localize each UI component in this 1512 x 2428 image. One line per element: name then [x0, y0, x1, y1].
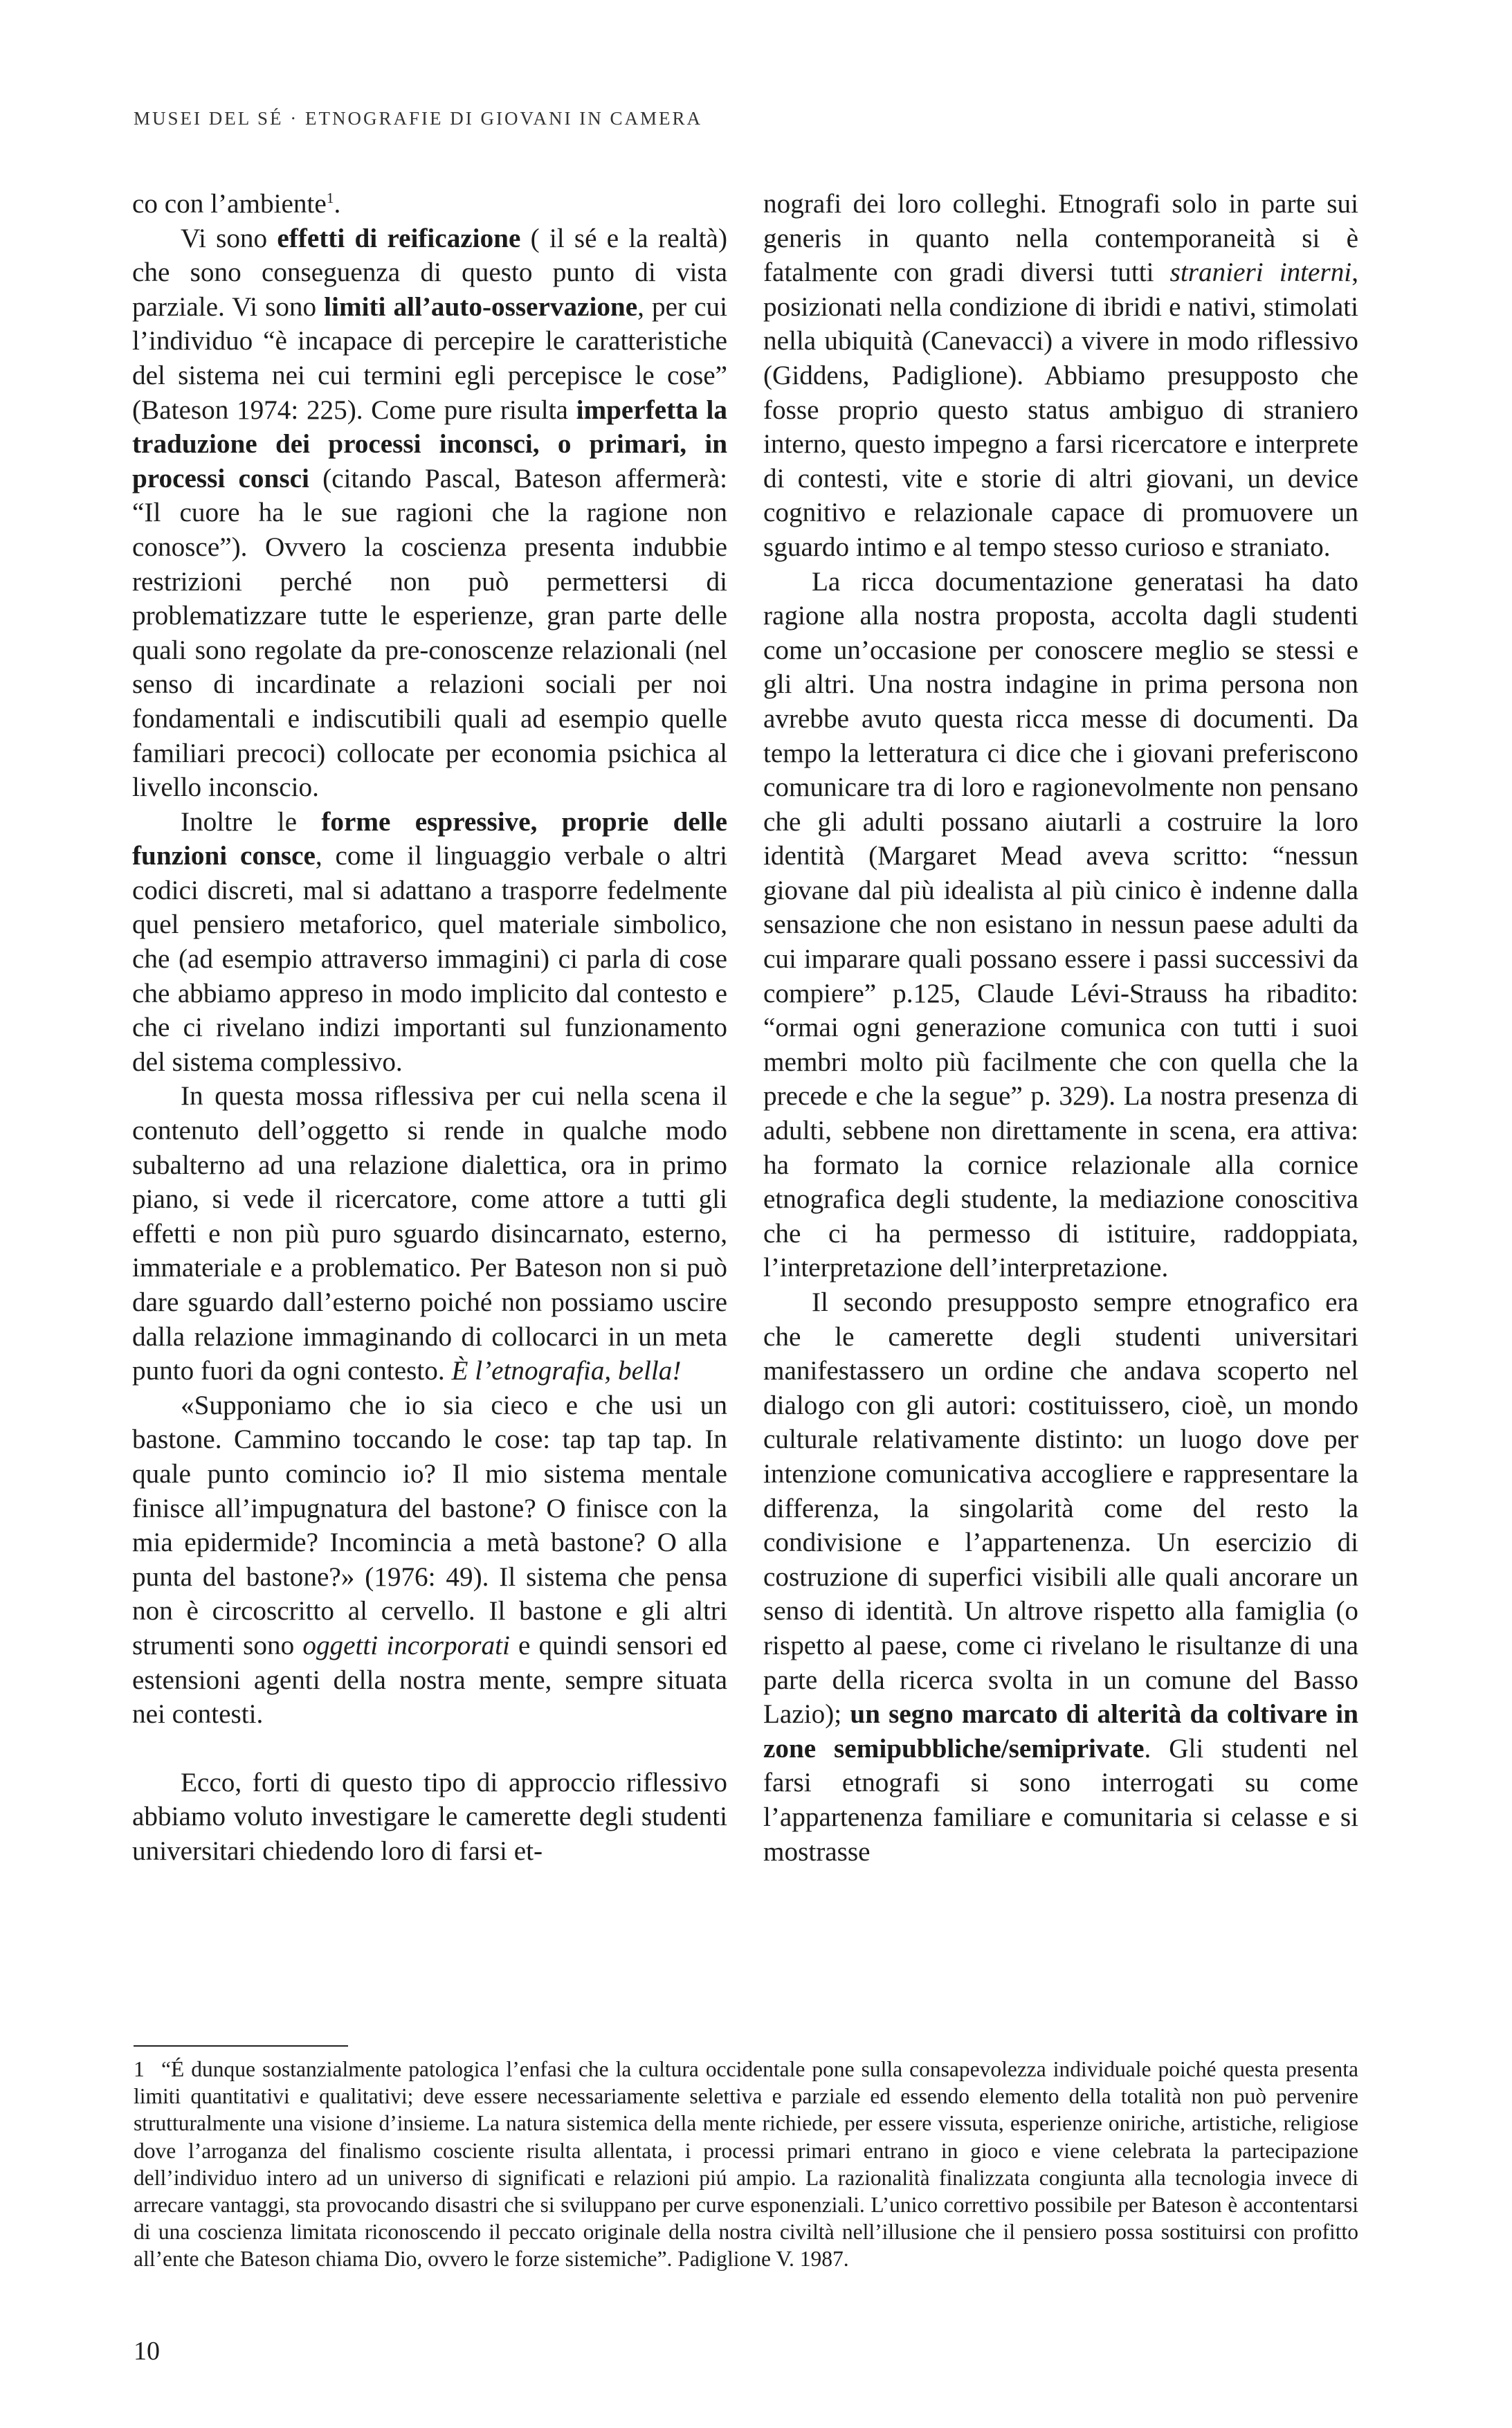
running-head: MUSEI DEL SÉ · ETNOGRAFIE DI GIOVANI IN CAMERA — [134, 108, 702, 129]
paragraph-text: , posizionati nella condizione di ibridi e nativi, stimolati nella ubiquità (Canevacci) a vivere in modo riflessivo (Giddens, Padiglione). Abbiamo presupposto che fosse proprio questo status ambiguo di straniero interno, questo impegno a farsi ricercatore e interprete di contesti, vite e storie di altri giovani, un device cognitivo e relazionale capace di promuovere un sguardo intimo e al tempo stesso curioso e straniato. — [763, 257, 1358, 562]
paragraph-text: Vi sono — [181, 223, 277, 253]
footnote — [134, 2056, 1358, 2273]
bold-phrase: limiti all’auto-osservazione — [324, 291, 638, 322]
footnote-number: 1 — [134, 2057, 145, 2081]
right-column — [763, 187, 1358, 1869]
paragraph-text: «Supponiamo che io sia cieco e che usi un bastone. Cammino toccando le cose: tap tap tap. In quale punto comincio io? Il mio sistema mentale finisce all’impugnatura del bastone? O finisce con la mia epidermide? Incomincia a metà bastone? O alla punta del bastone?» (1976: 49). Il sistema che pensa non è circoscritto al cervello. Il bastone e gli altri strumenti sono — [132, 1390, 727, 1660]
paragraph-text: , come il linguaggio verbale o altri codici discreti, mal si adattano a trasporre fedelmente quel pensiero metaforico, quel materiale simbolico, che (ad esempio attraverso immagini) ci parla di cose che abbiamo appreso in modo implicito dal contesto e che ci rivelano indizi importanti sul funzionamento del sistema complessivo. — [132, 841, 727, 1077]
footnote-reference[interactable]: 1 — [326, 189, 334, 206]
paragraph-text: Il secondo presupposto sempre etnografico era che le camerette degli studenti universitari manifestassero un ordine che andava scoperto nel dialogo con gli autori: costituissero, cioè, un mondo culturale relativamente distinto: un luogo dove per intenzione comunicativa accogliere e rappresentare la differenza, la singolarità come del resto la condivisione e l’appartenenza. Un esercizio di costruzione di superfici visibili alle quali ancorare un senso di identità. Un altrove rispetto alla famiglia (o rispetto al paese, come ci rivelano le risultanze di una parte della ricerca svolta in un comune del Basso Lazio); — [763, 1287, 1358, 1730]
paragraph — [132, 221, 727, 805]
paragraph-text: e quindi sensori ed estensioni agenti della nostra mente, sempre situata nei contesti. — [132, 1630, 727, 1730]
left-column — [132, 187, 727, 1869]
page-number: 10 — [134, 2337, 160, 2366]
paragraph — [132, 1388, 727, 1732]
paragraph — [132, 805, 727, 1080]
paragraph-text: . — [334, 189, 341, 219]
italic-phrase: oggetti incorporati — [302, 1630, 510, 1660]
paragraph — [763, 1285, 1358, 1869]
paragraph-text: co con l’ambiente — [132, 189, 327, 219]
bold-phrase: effetti di reificazione — [277, 223, 521, 253]
paragraph-text: La ricca documentazione generatasi ha dato ragione alla nostra proposta, accolta dagli studenti come un’occasione per conoscere meglio se stessi e gli altri. Una nostra indagine in prima persona non avrebbe avuto questa ricca messe di documenti. Da tempo la letteratura ci dice che i giovani preferiscono comunicare tra di loro e ragionevolmente non pensano che gli adulti possano aiutarli a costruire la loro identità (Margaret Mead aveva scritto: “nessun giovane dal più idealista al più cinico è indenne dalla sensazione che non esistano in nessun paese adulti da cui imparare quali possano essere i passi successivi da compiere” p.125, Claude Lévi-Strauss ha ribadito: “ormai ogni generazione comunica con tutti i suoi membri molto più facilmente che con quella che la precede e che la segue” p. 329). La nostra presenza di adulti, sebbene non direttamente in scena, era attiva: ha formato la cornice relazionale alla cornice etnografica degli studente, la mediazione conoscitiva che ci ha permesso di istituire, raddoppiata, l’interpretazione dell’interpretazione. — [763, 566, 1358, 1283]
footnote-text: “É dunque sostanzialmente patologica l’enfasi che la cultura occidentale pone sulla consapevolezza individuale poiché questa presenta limiti quantitativi e qualitativi; deve essere necessariamente selettiva e parziale ed essendo elemento della totalità non può pervenire strutturalmente una visione d’insieme. La natura sistemica della mente richiede, per essere vissuta, esperienze oniriche, artistiche, religiose dove l’arroganza del finalismo cosciente risulta allentata, i processi primari entrano in gioco e viene celebrata la partecipazione dell’individuo intero ad un universo di significati e relazioni piú ampio. La razionalità finalizzata congiunta alla tecnologia invece di arrecare vantaggi, sta provocando disastri che si sviluppano per curve esponenziali. L’unico correttivo possibile per Bateson è accontentarsi di una coscienza limitata riconoscendo il peccato originale della nostra civiltà nell’illusione che il pensiero possa sostituirsi con profitto all’ente che Bateson chiama Dio, ovvero le forze sistemiche”. Padiglione V. 1987. — [134, 2057, 1358, 2272]
paragraph-text: , per cui l’individuo “è incapace di percepire le caratteristiche del sistema nei cui termini egli percepisce le cose” (Bateson 1974: 225). Come pure risulta — [132, 291, 727, 425]
paragraph — [132, 1079, 727, 1388]
paragraph-text: Ecco, forti di questo tipo di approccio riflessivo abbiamo voluto investigare le camerette degli studenti universitari chiedendo loro di farsi et- — [132, 1767, 727, 1866]
paragraph-text: (citando Pascal, Bateson affermerà: “Il cuore ha le sue ragioni che la ragione non conosce”). Ovvero la coscienza presenta indubbie restrizioni perché non può permettersi di problematizzare tutte le esperienze, gran parte delle quali sono regolate da pre-conoscenze relazionali (nel senso di incardinate a relazioni sociali per noi fondamentali e indiscutibili quali ad esempio quelle familiari precoci) collocate per economia psichica al livello inconscio. — [132, 463, 728, 803]
paragraph-text: nografi dei loro colleghi. Etnografi solo in parte sui generis in quanto nella contemporaneità si è fatalmente con gradi diversi tutti — [763, 189, 1358, 288]
paragraph — [763, 187, 1358, 565]
bold-phrase: un segno marcato di alterità da coltivare in zone semipubbliche/semiprivate — [763, 1699, 1358, 1764]
bold-phrase: forme espressive, proprie delle funzioni consce — [132, 806, 727, 871]
paragraph-text: Inoltre le — [181, 806, 322, 837]
paragraph — [763, 565, 1358, 1285]
italic-phrase: È l’etnografia, bella! — [451, 1356, 682, 1386]
paragraph-text: ( il sé e la realtà) che sono conseguenza di questo punto di vista parziale. Vi sono — [132, 223, 727, 322]
paragraph-text: . Gli studenti nel farsi etnografi si sono interrogati su come l’appartenenza familiare e comunitaria si celasse e si mostrasse — [763, 1733, 1358, 1867]
paragraph — [132, 1766, 727, 1869]
paragraph-text: In questa mossa riflessiva per cui nella scena il contenuto dell’oggetto si rende in qualche modo subalterno ad una relazione dialettica, ora in primo piano, si vede il ricercatore, come attore a tutti gli effetti e non più puro sguardo disincarnato, esterno, immateriale e a problematico. Per Bateson non si può dare sguardo dall’esterno poiché non possiamo uscire dalla relazione immaginando di collocarci in un meta punto fuori da ogni contesto. — [132, 1081, 727, 1386]
italic-phrase: stranieri interni — [1169, 257, 1352, 288]
bold-phrase: imperfetta la traduzione dei processi inconsci, o primari, in processi consci — [132, 395, 727, 493]
footnote-divider — [134, 2045, 348, 2047]
paragraph — [132, 187, 727, 221]
